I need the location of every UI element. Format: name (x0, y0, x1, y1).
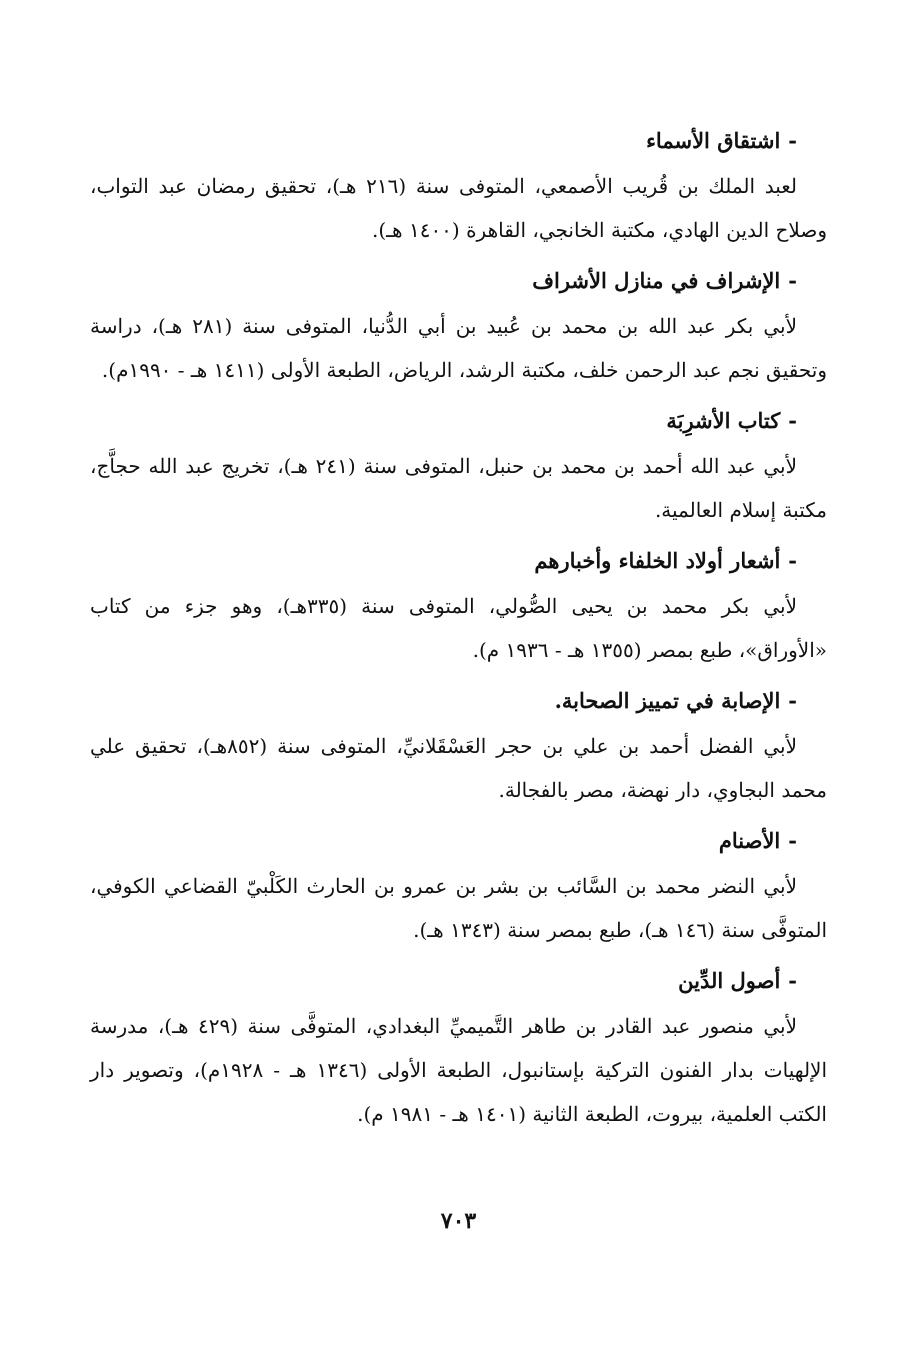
entry-body: لأبي بكر عبد الله بن محمد بن عُبيد بن أبي الدُّنيا، المتوفى سنة (٢٨١ هـ)، دراسة وتحقيق نجم عبد الرحمن خلف، مكتبة الرشد، الرياض، الطبعة الأولى (١٤١١ هـ - ١٩٩٠م). (90, 314, 827, 382)
bibliography-entry (90, 818, 827, 952)
entry-dash: - (788, 548, 797, 573)
entry-title-text: الإصابة في تمييز الصحابة. (554, 688, 781, 713)
entry-title (90, 538, 827, 584)
entry-title (90, 398, 827, 444)
bibliography-entry (90, 678, 827, 812)
entry-body: لعبد الملك بن قُريب الأصمعي، المتوفى سنة (٢١٦ هـ)، تحقيق رمضان عبد التواب، وصلاح الدين الهادي، مكتبة الخانجي، القاهرة (١٤٠٠ هـ). (90, 174, 827, 242)
entry-dash: - (788, 128, 797, 153)
entry-body: لأبي عبد الله أحمد بن محمد بن حنبل، المتوفى سنة (٢٤١ هـ)، تخريج عبد الله حجاَّج، مكتبة إسلام العالمية. (90, 454, 827, 522)
entry-dash: - (788, 688, 797, 713)
entry-title-text: أشعار أولاد الخلفاء وأخبارهم (534, 548, 781, 573)
entry-title-text: الأصنام (718, 828, 781, 853)
entry-title-text: كتاب الأشرِبَة (666, 408, 781, 433)
entry-body: لأبي الفضل أحمد بن علي بن حجر العَسْقَلانيِّ، المتوفى سنة (٨٥٢هـ)، تحقيق علي محمد البجاوي، دار نهضة، مصر بالفجالة. (90, 734, 827, 802)
page-number: ٧٠٣ (440, 1208, 477, 1234)
entry-body: لأبي النضر محمد بن السَّائب بن بشر بن عمرو بن الحارث الكَلْبيّ القضاعي الكوفي، المتوفَّى سنة (١٤٦ هـ)، طبع بمصر سنة (١٣٤٣ هـ). (90, 874, 827, 942)
bibliography-entry (90, 398, 827, 532)
entry-dash: - (788, 408, 797, 433)
bibliography-entry (90, 958, 827, 1136)
entry-title (90, 678, 827, 724)
bibliography-entry (90, 538, 827, 672)
bibliography-entry (90, 118, 827, 252)
entry-dash: - (788, 968, 797, 993)
entry-body: لأبي بكر محمد بن يحيى الصُّولي، المتوفى سنة (٣٣٥هـ)، وهو جزء من كتاب «الأوراق»، طبع بمصر (١٣٥٥ هـ - ١٩٣٦ م). (90, 594, 827, 662)
entry-title (90, 818, 827, 864)
bibliography-entry (90, 258, 827, 392)
entry-body: لأبي منصور عبد القادر بن طاهر التَّميميِّ البغدادي، المتوفَّى سنة (٤٢٩ هـ)، مدرسة الإلهيات بدار الفنون التركية بإستانبول، الطبعة الأولى (١٣٤٦ هـ - ١٩٢٨م)، وتصوير دار الكتب العلمية، بيروت، الطبعة الثانية (١٤٠١ هـ - ١٩٨١ م). (90, 1014, 827, 1126)
bibliography-page (90, 118, 827, 1142)
entry-title (90, 118, 827, 164)
entry-title-text: الإشراف في منازل الأشراف (532, 268, 781, 293)
entry-title-text: أصول الدِّين (678, 968, 781, 993)
entry-title-text: اشتقاق الأسماء (646, 128, 781, 153)
entry-dash: - (788, 828, 797, 853)
entry-title (90, 258, 827, 304)
entry-title (90, 958, 827, 1004)
entry-dash: - (788, 268, 797, 293)
